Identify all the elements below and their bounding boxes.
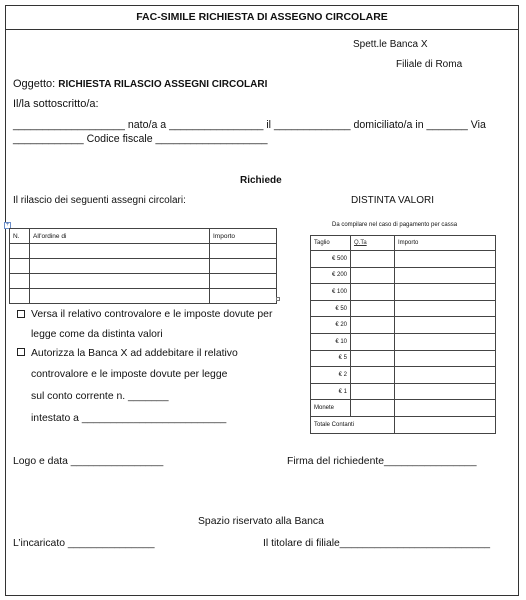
row-4-payee[interactable]	[30, 289, 210, 304]
amount-20[interactable]	[395, 317, 496, 334]
distinta-note: Da compilare nel caso di pagamento per cassa	[332, 222, 458, 228]
col-header-amount: Importo	[210, 229, 277, 244]
table-row	[311, 284, 496, 301]
branch-manager-signature-line: Il titolare di filiale__________________________	[263, 538, 491, 549]
amount-coins[interactable]	[395, 400, 496, 417]
denomination-5: € 5	[311, 350, 351, 367]
request-heading: Richiede	[240, 175, 282, 186]
recipient-line-2: Filiale di Roma	[396, 59, 463, 70]
distinta-heading: DISTINTA VALORI	[351, 195, 434, 206]
option-debit-line-2: controvalore e le imposte dovute per legge	[31, 369, 228, 380]
option-debit-checkbox[interactable]	[17, 348, 25, 356]
table-row	[10, 259, 277, 274]
amount-500[interactable]	[395, 251, 496, 268]
table-row	[10, 289, 277, 304]
amount-10[interactable]	[395, 333, 496, 350]
request-text: Il rilascio dei seguenti assegni circolari:	[13, 195, 186, 206]
option-cash-line-1: Versa il relativo controvalore e le imposte dovute per	[31, 309, 273, 320]
denomination-1: € 1	[311, 383, 351, 400]
distinta-header-row	[311, 236, 496, 251]
total-cash-label: Totale Contanti	[311, 416, 395, 433]
denomination-100: € 100	[311, 284, 351, 301]
amount-50[interactable]	[395, 300, 496, 317]
table-move-handle-icon[interactable]: +	[5, 222, 10, 228]
row-2-payee[interactable]	[30, 259, 210, 274]
recipient-line-1: Spett.le Banca X	[353, 39, 428, 50]
coins-label: Monete	[311, 400, 351, 417]
denomination-10: € 10	[311, 333, 351, 350]
qty-1[interactable]	[351, 383, 395, 400]
qty-coins[interactable]	[351, 400, 395, 417]
table-row	[311, 400, 496, 417]
col-header-total: Importo	[395, 236, 496, 251]
subject-line	[13, 78, 267, 91]
qty-100[interactable]	[351, 284, 395, 301]
col-header-payee: All'ordine di	[30, 229, 210, 244]
beneficiary-table-header	[10, 229, 277, 244]
table-row	[311, 383, 496, 400]
account-holder-line: intestato a _________________________	[31, 413, 227, 424]
total-cash-amount[interactable]	[395, 416, 496, 433]
clerk-signature-line: L’incaricato _______________	[13, 538, 155, 549]
bank-reserved-heading: Spazio riservato alla Banca	[198, 516, 324, 527]
row-4-number[interactable]	[10, 289, 30, 304]
row-3-number[interactable]	[10, 274, 30, 289]
distinta-table	[310, 235, 496, 434]
logo-date-line: Logo e data ________________	[13, 456, 164, 467]
qty-200[interactable]	[351, 267, 395, 284]
table-row	[10, 244, 277, 259]
table-resize-handle-icon[interactable]	[276, 297, 280, 301]
amount-200[interactable]	[395, 267, 496, 284]
row-2-amount[interactable]	[210, 259, 277, 274]
qty-500[interactable]	[351, 251, 395, 268]
table-row	[311, 300, 496, 317]
subject-text: RICHIESTA RILASCIO ASSEGNI CIRCOLARI	[58, 79, 268, 90]
fiscal-code-line: ____________ Codice fiscale ___________________	[13, 133, 268, 145]
row-1-number[interactable]	[10, 244, 30, 259]
col-header-denomination: Taglio	[311, 236, 351, 251]
amount-1[interactable]	[395, 383, 496, 400]
table-row	[311, 317, 496, 334]
form-title: FAC-SIMILE RICHIESTA DI ASSEGNO CIRCOLARE	[6, 6, 518, 30]
denomination-2: € 2	[311, 367, 351, 384]
applicant-signature-line: Firma del richiedente________________	[287, 456, 477, 467]
option-cash-line-2: legge come da distinta valori	[31, 329, 163, 340]
table-row	[311, 350, 496, 367]
table-row	[311, 367, 496, 384]
denomination-50: € 50	[311, 300, 351, 317]
row-1-amount[interactable]	[210, 244, 277, 259]
amount-5[interactable]	[395, 350, 496, 367]
table-row	[10, 274, 277, 289]
amount-100[interactable]	[395, 284, 496, 301]
qty-10[interactable]	[351, 333, 395, 350]
applicant-fields-line: ___________________ nato/a a ________________ il _____________ domiciliato/a in _______ Via	[13, 119, 486, 131]
table-row	[311, 333, 496, 350]
option-debit-line-1: Autorizza la Banca X ad addebitare il relativo	[31, 348, 238, 359]
row-3-amount[interactable]	[210, 274, 277, 289]
applicant-intro: Il/la sottoscritto/a:	[13, 98, 99, 110]
table-row	[311, 267, 496, 284]
qty-20[interactable]	[351, 317, 395, 334]
row-4-amount[interactable]	[210, 289, 277, 304]
row-2-number[interactable]	[10, 259, 30, 274]
row-3-payee[interactable]	[30, 274, 210, 289]
col-header-number: N.	[10, 229, 30, 244]
denomination-20: € 20	[311, 317, 351, 334]
denomination-500: € 500	[311, 251, 351, 268]
qty-5[interactable]	[351, 350, 395, 367]
denomination-200: € 200	[311, 267, 351, 284]
row-1-payee[interactable]	[30, 244, 210, 259]
table-row	[311, 251, 496, 268]
account-number-line: sul conto corrente n. _______	[31, 391, 169, 402]
qty-2[interactable]	[351, 367, 395, 384]
col-header-quantity: Q.Ta	[351, 236, 395, 251]
beneficiary-table	[9, 228, 277, 304]
subject-label: Oggetto:	[13, 78, 59, 90]
option-cash-checkbox[interactable]	[17, 310, 25, 318]
amount-2[interactable]	[395, 367, 496, 384]
qty-50[interactable]	[351, 300, 395, 317]
table-row	[311, 416, 496, 433]
